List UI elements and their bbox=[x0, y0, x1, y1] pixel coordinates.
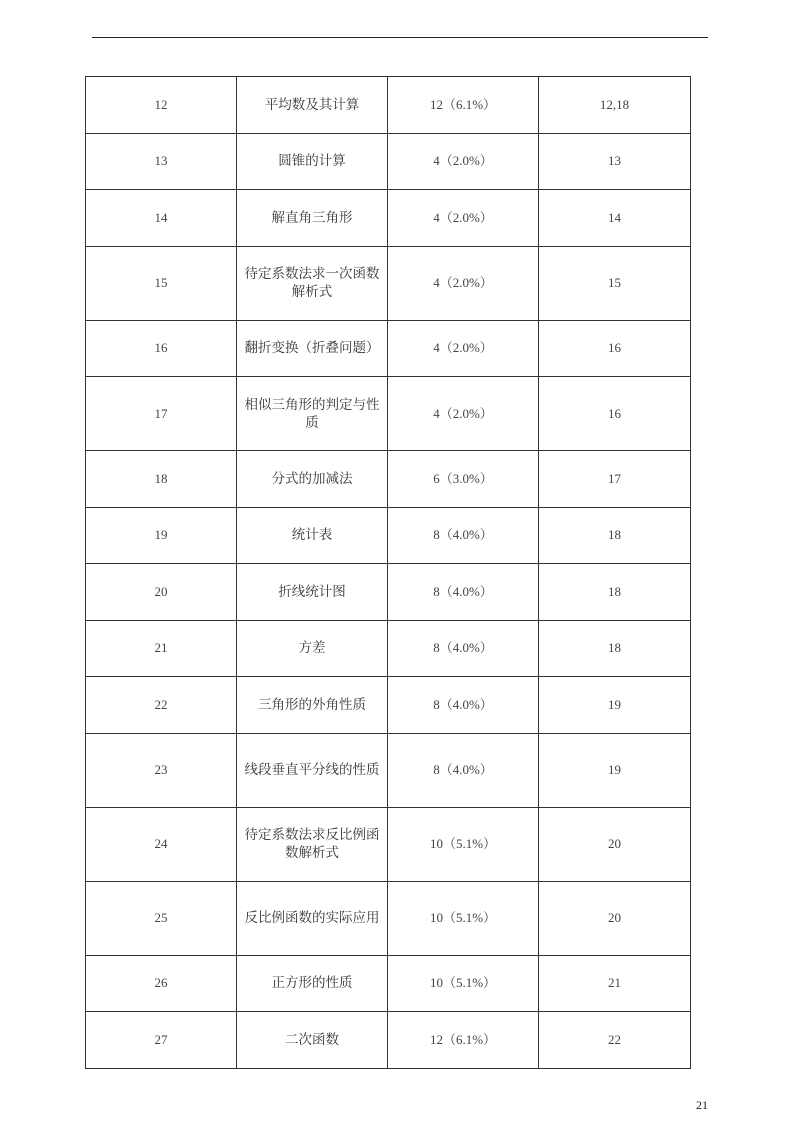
score-cell: 4（2.0%） bbox=[388, 190, 539, 247]
score-cell: 8（4.0%） bbox=[388, 677, 539, 734]
table-row bbox=[86, 246, 691, 320]
row-number-cell: 19 bbox=[86, 507, 237, 564]
table-row bbox=[86, 733, 691, 807]
score-cell: 12（6.1%） bbox=[388, 77, 539, 134]
topic-cell: 方差 bbox=[237, 620, 388, 677]
item-numbers-cell: 13 bbox=[539, 133, 691, 190]
table-row bbox=[86, 190, 691, 247]
item-numbers-cell: 18 bbox=[539, 507, 691, 564]
item-numbers-cell: 19 bbox=[539, 677, 691, 734]
item-numbers-cell: 18 bbox=[539, 564, 691, 621]
score-cell: 10（5.1%） bbox=[388, 807, 539, 881]
score-cell: 4（2.0%） bbox=[388, 320, 539, 377]
table-row bbox=[86, 320, 691, 377]
topic-cell: 平均数及其计算 bbox=[237, 77, 388, 134]
table-row bbox=[86, 133, 691, 190]
table-row bbox=[86, 377, 691, 451]
score-cell: 8（4.0%） bbox=[388, 564, 539, 621]
score-cell: 4（2.0%） bbox=[388, 133, 539, 190]
row-number-cell: 26 bbox=[86, 955, 237, 1012]
table-row bbox=[86, 507, 691, 564]
topic-cell: 分式的加减法 bbox=[237, 451, 388, 508]
topic-cell: 圆锥的计算 bbox=[237, 133, 388, 190]
item-numbers-cell: 14 bbox=[539, 190, 691, 247]
item-numbers-cell: 18 bbox=[539, 620, 691, 677]
score-cell: 6（3.0%） bbox=[388, 451, 539, 508]
row-number-cell: 21 bbox=[86, 620, 237, 677]
topic-cell: 二次函数 bbox=[237, 1012, 388, 1069]
row-number-cell: 25 bbox=[86, 881, 237, 955]
item-numbers-cell: 21 bbox=[539, 955, 691, 1012]
topic-cell: 线段垂直平分线的性质 bbox=[237, 733, 388, 807]
topic-cell: 三角形的外角性质 bbox=[237, 677, 388, 734]
topic-cell: 翻折变换（折叠问题） bbox=[237, 320, 388, 377]
table-row bbox=[86, 77, 691, 134]
score-cell: 8（4.0%） bbox=[388, 507, 539, 564]
score-cell: 4（2.0%） bbox=[388, 246, 539, 320]
table-row bbox=[86, 807, 691, 881]
row-number-cell: 23 bbox=[86, 733, 237, 807]
item-numbers-cell: 20 bbox=[539, 807, 691, 881]
row-number-cell: 14 bbox=[86, 190, 237, 247]
table-row bbox=[86, 1012, 691, 1069]
topic-cell: 折线统计图 bbox=[237, 564, 388, 621]
score-cell: 10（5.1%） bbox=[388, 955, 539, 1012]
row-number-cell: 13 bbox=[86, 133, 237, 190]
header-rule bbox=[92, 37, 708, 38]
row-number-cell: 20 bbox=[86, 564, 237, 621]
table-row bbox=[86, 451, 691, 508]
knowledge-points-table bbox=[85, 76, 691, 1069]
topic-cell: 解直角三角形 bbox=[237, 190, 388, 247]
row-number-cell: 27 bbox=[86, 1012, 237, 1069]
row-number-cell: 24 bbox=[86, 807, 237, 881]
table-row bbox=[86, 620, 691, 677]
score-cell: 4（2.0%） bbox=[388, 377, 539, 451]
item-numbers-cell: 15 bbox=[539, 246, 691, 320]
item-numbers-cell: 16 bbox=[539, 377, 691, 451]
table-row bbox=[86, 564, 691, 621]
row-number-cell: 12 bbox=[86, 77, 237, 134]
item-numbers-cell: 19 bbox=[539, 733, 691, 807]
topic-cell: 正方形的性质 bbox=[237, 955, 388, 1012]
table-row bbox=[86, 677, 691, 734]
topic-cell: 统计表 bbox=[237, 507, 388, 564]
item-numbers-cell: 20 bbox=[539, 881, 691, 955]
topic-cell: 待定系数法求反比例函数解析式 bbox=[237, 807, 388, 881]
item-numbers-cell: 12,18 bbox=[539, 77, 691, 134]
score-cell: 8（4.0%） bbox=[388, 620, 539, 677]
score-cell: 12（6.1%） bbox=[388, 1012, 539, 1069]
topic-cell: 待定系数法求一次函数解析式 bbox=[237, 246, 388, 320]
page-number: 21 bbox=[696, 1098, 708, 1112]
table-row bbox=[86, 955, 691, 1012]
topic-cell: 反比例函数的实际应用 bbox=[237, 881, 388, 955]
row-number-cell: 17 bbox=[86, 377, 237, 451]
table-row bbox=[86, 881, 691, 955]
score-cell: 8（4.0%） bbox=[388, 733, 539, 807]
item-numbers-cell: 16 bbox=[539, 320, 691, 377]
row-number-cell: 18 bbox=[86, 451, 237, 508]
score-cell: 10（5.1%） bbox=[388, 881, 539, 955]
topic-cell: 相似三角形的判定与性质 bbox=[237, 377, 388, 451]
item-numbers-cell: 17 bbox=[539, 451, 691, 508]
item-numbers-cell: 22 bbox=[539, 1012, 691, 1069]
row-number-cell: 15 bbox=[86, 246, 237, 320]
row-number-cell: 16 bbox=[86, 320, 237, 377]
row-number-cell: 22 bbox=[86, 677, 237, 734]
table-body bbox=[86, 77, 691, 1069]
